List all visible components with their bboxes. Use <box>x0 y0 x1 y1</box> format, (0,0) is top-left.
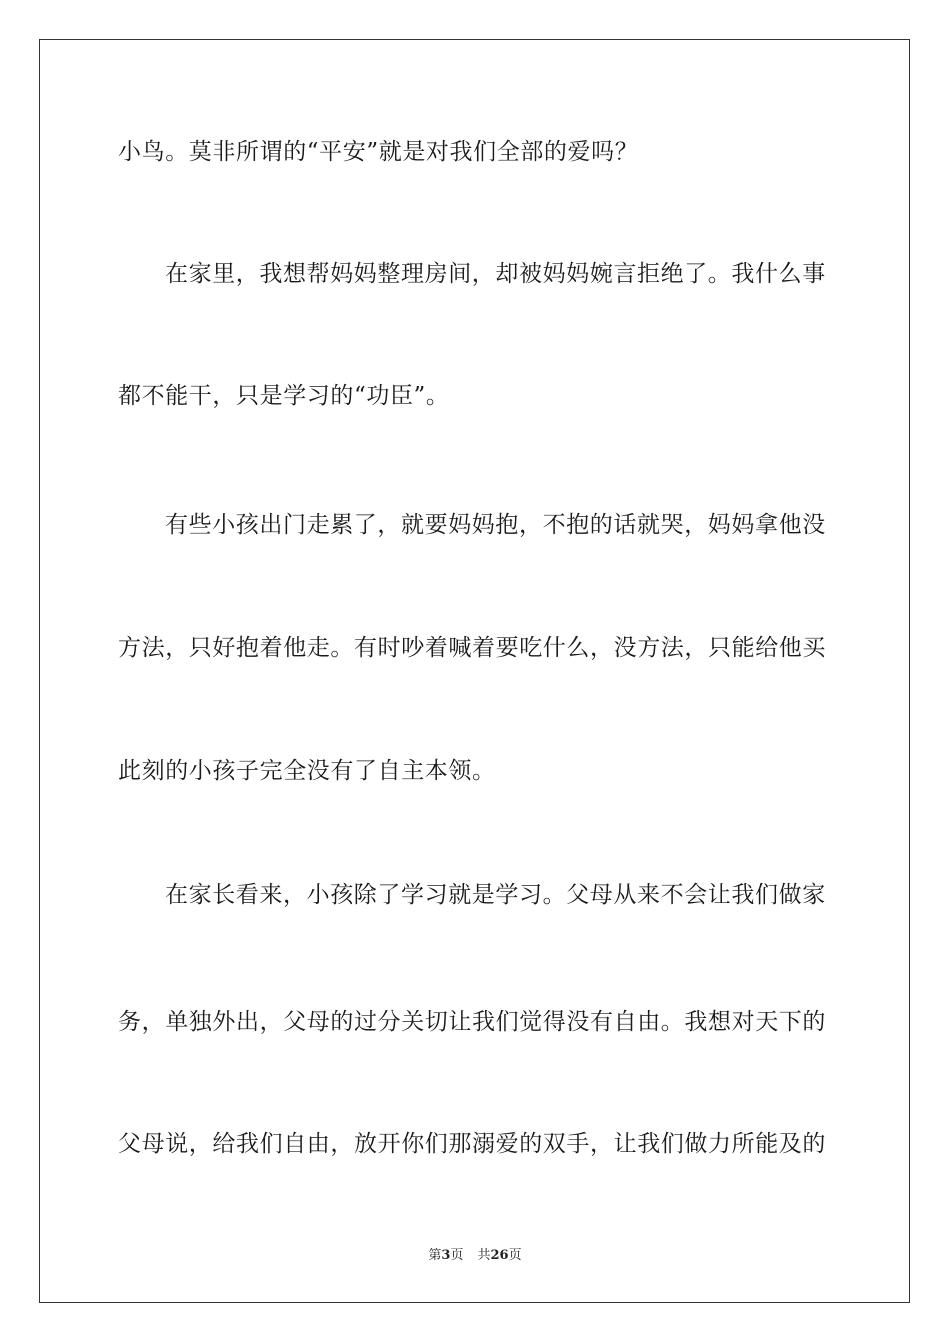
body-text-line: 都不能干，只是学习的“功臣”。 <box>118 383 450 409</box>
body-text-line: 在家里，我想帮妈妈整理房间，却被妈妈婉言拒绝了。我什么事 <box>165 261 826 287</box>
body-text-line: 父母说，给我们自由，放开你们那溺爱的双手，让我们做力所能及的 <box>118 1131 826 1157</box>
current-page-number: 3 <box>441 1248 451 1263</box>
page-border <box>39 39 910 1303</box>
page-footer <box>0 1246 950 1266</box>
total-pages-number: 26 <box>490 1248 509 1263</box>
total-suffix: 页 <box>508 1248 522 1263</box>
body-text-line: 此刻的小孩子完全没有了自主本领。 <box>118 758 496 784</box>
body-text-line: 务，单独外出，父母的过分关切让我们觉得没有自由。我想对天下的 <box>118 1009 826 1035</box>
page-prefix: 第 <box>428 1248 442 1263</box>
body-text-line: 方法，只好抱着他走。有时吵着喊着要吃什么，没方法，只能给他买 <box>118 635 826 661</box>
body-text-line: 小鸟。莫非所谓的“平安”就是对我们全部的爱吗？ <box>118 139 639 165</box>
page-suffix: 页 <box>450 1248 464 1263</box>
body-text-line: 在家长看来，小孩除了学习就是学习。父母从来不会让我们做家 <box>165 882 826 908</box>
total-prefix: 共 <box>477 1248 491 1263</box>
body-text-line: 有些小孩出门走累了，就要妈妈抱，不抱的话就哭，妈妈拿他没 <box>165 512 826 538</box>
